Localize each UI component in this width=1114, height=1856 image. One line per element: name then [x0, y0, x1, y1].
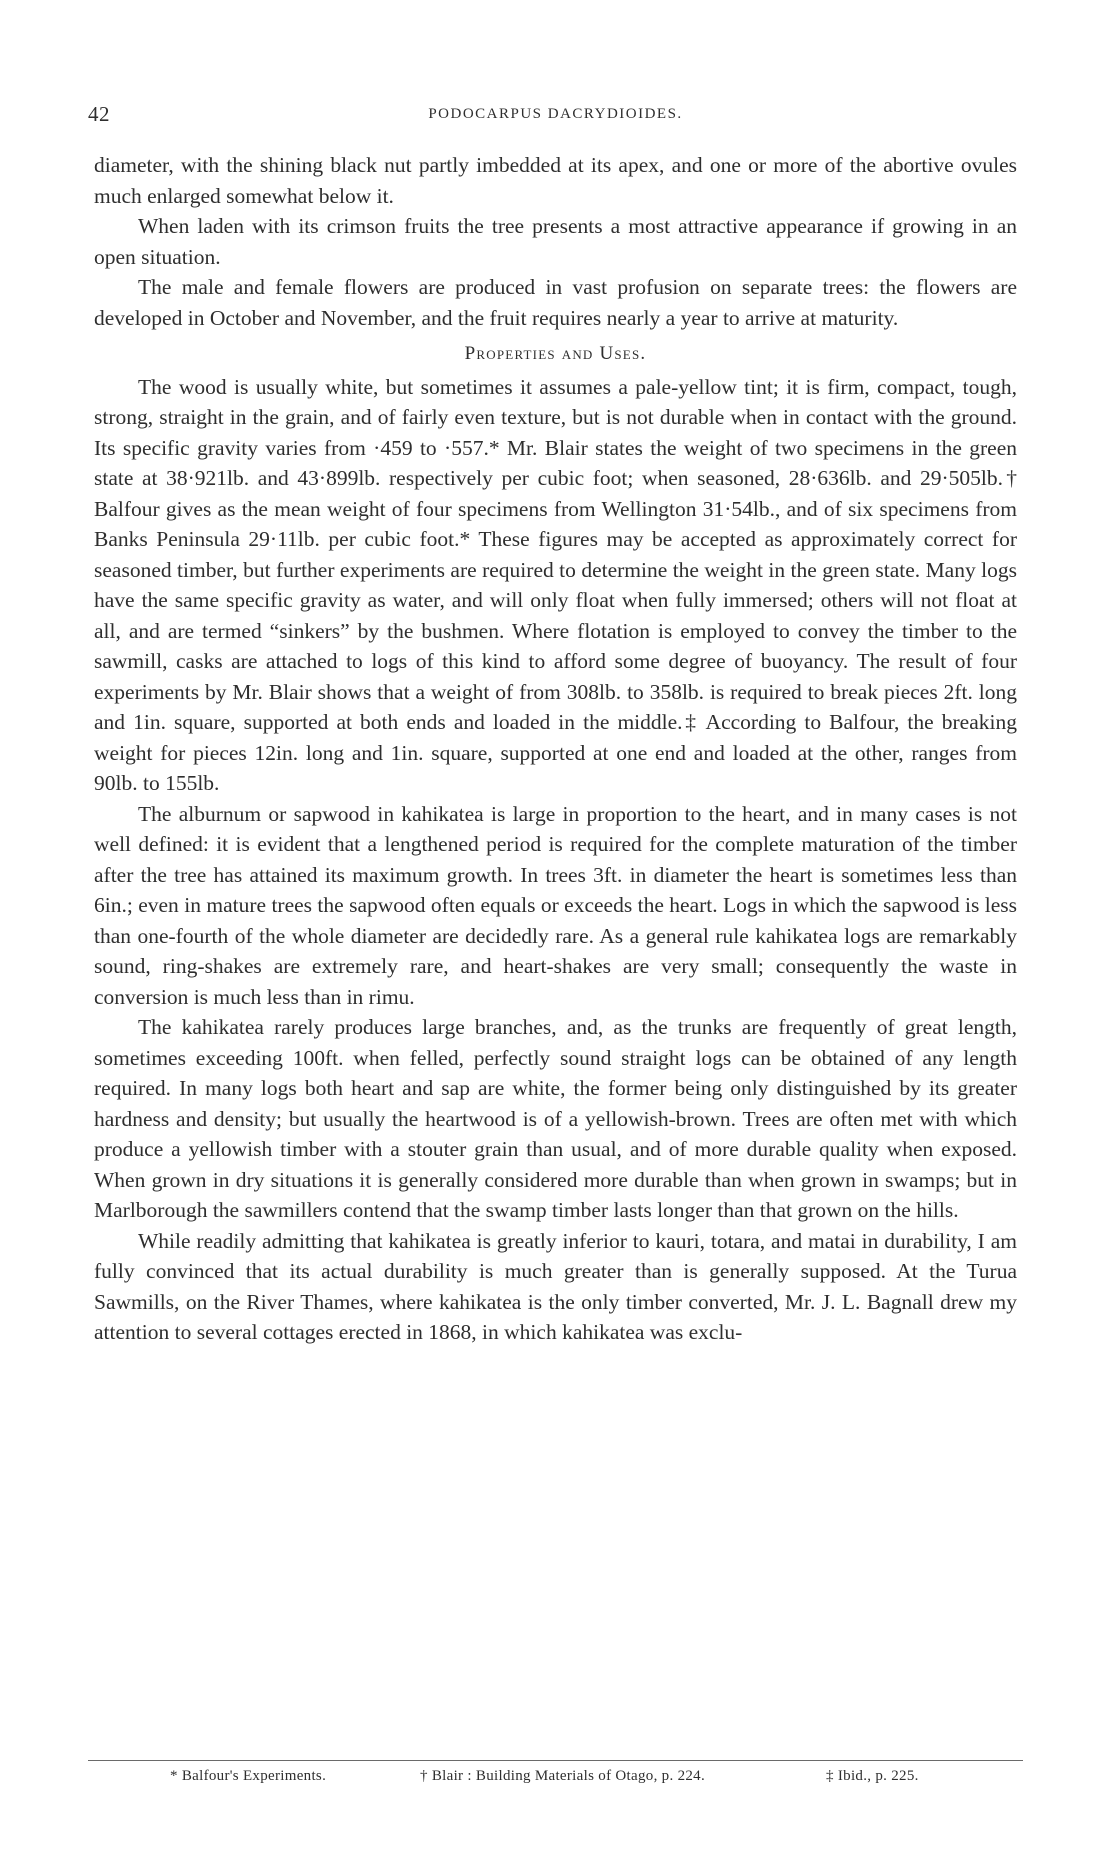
page-header	[88, 102, 1023, 132]
paragraph: The male and female flowers are produced in vast profusion on separate trees: the flowers are developed in October and November, and the fruit requires nearly a year to arrive at maturity.	[94, 275, 1017, 330]
paragraph: The wood is usually white, but sometimes it assumes a pale-yellow tint; it is firm, compact, tough, strong, straight in the grain, and of fairly even texture, but is not durable when in contact with the ground. Its specific gravity varies from ·459 to ·557.* Mr. Blair states the weight of two specimens in the green state at 38·921lb. and 43·899lb. respectively per cubic foot; when seasoned, 28·636lb. and 29·505lb.† Balfour gives as the mean weight of four specimens from Wellington 31·54lb., and of six specimens from Banks Peninsula 29·11lb. per cubic foot.* These figures may be accepted as approximately correct for seasoned timber, but further experiments are required to determine the weight in the green state. Many logs have the same specific gravity as water, and will only float when fully immersed; others will not float at all, and are termed “sinkers” by the bushmen. Where flotation is employed to convey the timber to the sawmill, casks are attached to logs of this kind to afford some degree of buoyancy. The result of four experiments by Mr. Blair shows that a weight of from 308lb. to 358lb. is required to break pieces 2ft. long and 1in. square, supported at both ends and loaded in the middle.‡ According to Balfour, the breaking weight for pieces 12in. long and 1in. square, supported at one end and loaded at the other, ranges from 90lb. to 155lb.	[94, 374, 1017, 795]
paragraph: The alburnum or sapwood in kahikatea is large in proportion to the heart, and in many cases is not well defined: it is evident that a lengthened period is required for the complete maturation of the timber after the tree has attained its maximum growth. In trees 3ft. in diameter the heart is sometimes less than 6in.; even in mature trees the sapwood often equals or exceeds the heart. Logs in which the sapwood is less than one-fourth of the whole diameter are decidedly rare. As a general rule kahikatea logs are remarkably sound, ring-shakes are extremely rare, and heart-shakes are very small; consequently the waste in conversion is much less than in rimu.	[94, 801, 1017, 1009]
footnote-rule	[88, 1760, 1023, 1761]
footnote: ‡ Ibid., p. 225.	[826, 1768, 919, 1784]
footnote: * Balfour's Experiments.	[170, 1768, 327, 1784]
paragraph: When laden with its crimson fruits the tree presents a most attractive appearance if growing in an open situation.	[94, 214, 1017, 269]
paragraph: The kahikatea rarely produces large branches, and, as the trunks are frequently of great length, sometimes exceeding 100ft. when felled, perfectly sound straight logs can be obtained of any length required. In many logs both heart and sap are white, the former being only distinguished by its greater hardness and density; but usually the heartwood is of a yellowish-brown. Trees are often met with which produce a yellowish timber with a stouter grain than usual, and of more durable quality when exposed. When grown in dry situations it is generally considered more durable than when grown in swamps; but in Marlborough the sawmillers contend that the swamp timber lasts longer than that grown on the hills.	[94, 1015, 1017, 1222]
page-number: 42	[88, 102, 110, 126]
paragraph: While readily admitting that kahikatea is greatly inferior to kauri, totara, and matai in durability, I am fully convinced that its actual durability is much greater than is generally supposed. At the Turua Sawmills, on the River Thames, where kahikatea is the only timber converted, Mr. J. L. Bagnall drew my attention to several cottages erected in 1868, in which kahikatea was exclu-	[94, 1228, 1017, 1344]
footnote: † Blair : Building Materials of Otago, p. 224.	[420, 1768, 706, 1784]
section-heading: Properties and Uses.	[464, 343, 647, 364]
page-body	[94, 150, 1017, 1348]
running-title: PODOCARPUS DACRYDIOIDES.	[428, 106, 683, 122]
paragraph-continued: diameter, with the shining black nut partly imbedded at its apex, and one or more of the abortive ovules much enlarged somewhat below it.	[94, 153, 1017, 208]
